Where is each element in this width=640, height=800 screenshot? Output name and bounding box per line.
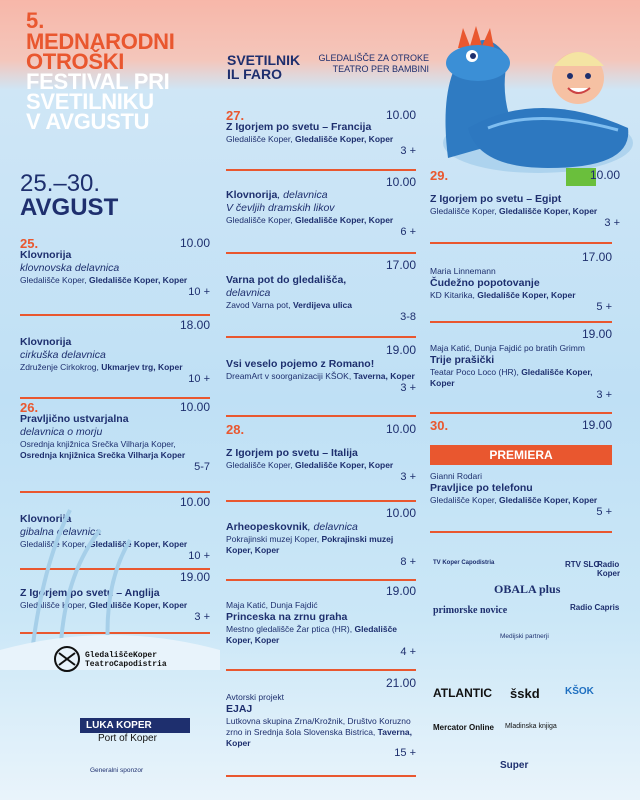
title-line: OTROŠKI xyxy=(26,49,125,74)
rtv-slo-logo: RTV SLO xyxy=(565,560,600,569)
event-28-arheopeskovnik xyxy=(226,508,416,568)
divider xyxy=(226,252,416,254)
event-author: Maria Linnemann xyxy=(430,266,496,276)
divider xyxy=(226,500,416,502)
event-time: 19.00 xyxy=(385,584,416,598)
festival-dates xyxy=(20,172,118,220)
ksok-logo: KŠOK xyxy=(565,686,594,697)
title-line: SVETILNIKU xyxy=(26,89,154,114)
title-line: FESTIVAL PRI xyxy=(26,69,170,94)
event-author: Gianni Rodari xyxy=(430,471,482,481)
event-27-romana xyxy=(226,345,416,394)
obala-plus-logo: OBALA plus xyxy=(494,582,561,596)
event-title: Vsi veselo pojemo z Romano! xyxy=(226,358,375,370)
event-title: Z Igorjem po svetu – Francija xyxy=(226,121,372,133)
event-time: 21.00 xyxy=(385,676,416,690)
event-subtitle: delavnica o morju xyxy=(20,426,103,438)
divider xyxy=(430,242,612,244)
event-age: 5 + xyxy=(596,301,612,313)
event-age: 3 + xyxy=(400,471,416,483)
reeds-illustration xyxy=(0,450,220,670)
event-title: Trije prašički xyxy=(430,354,495,366)
event-title: Arheopeskovnik, delavnica xyxy=(226,521,358,533)
event-27-varna-pot xyxy=(226,260,416,323)
event-28-princeska xyxy=(226,586,416,658)
divider xyxy=(226,336,416,338)
event-venue: Gledališče Koper, Gledališče Koper, Koper xyxy=(430,206,598,216)
svetilnik-name: SVETILNIK xyxy=(227,52,301,68)
atlantic-logo: ATLANTIC xyxy=(433,686,493,700)
mercator-logo: Mercator Online xyxy=(433,723,494,732)
event-28-italija xyxy=(226,424,416,483)
divider xyxy=(20,314,210,316)
event-organizer: Osrednja knjižnica Srečka Vilharja Koper, xyxy=(20,439,176,449)
radio-koper-logo: Radio Koper xyxy=(597,560,621,578)
event-27-klovnorija xyxy=(226,177,416,238)
divider xyxy=(20,397,210,399)
event-time: 19.00 xyxy=(581,418,612,432)
event-venue: Pokrajinski muzej Koper, Pokrajinski muzej Koper, Koper xyxy=(226,534,394,555)
event-25-klovnorija-10 xyxy=(20,238,210,298)
event-time: 17.00 xyxy=(581,250,612,264)
primorske-novice-logo: primorske novice xyxy=(433,605,508,616)
event-time: 17.00 xyxy=(385,258,416,272)
event-venue: Teatar Poco Loco (HR), Gledališče Koper, Koper xyxy=(430,367,593,388)
theatre-it: TEATRO PER BAMBINI xyxy=(332,64,429,74)
event-age: 3 + xyxy=(400,145,416,157)
tv-koper-logo: TV Koper Capodistria xyxy=(433,560,495,566)
event-time: 10.00 xyxy=(385,108,416,122)
event-28-ejaj xyxy=(226,678,416,759)
event-title: Klovnorija xyxy=(20,336,72,348)
title-line: V AVGUSTU xyxy=(26,109,150,134)
gk-line2: TeatroCapodistria xyxy=(85,660,167,669)
event-subtitle: gibalna delavnica xyxy=(20,526,102,538)
event-time: 10.00 xyxy=(179,495,210,509)
event-age: 3-8 xyxy=(400,311,416,323)
super-logo: Super xyxy=(500,760,529,771)
event-venue: DreamArt v soorganizaciji KŠOK, Taverna, Koper xyxy=(226,371,415,381)
event-title: Čudežno popotovanje xyxy=(430,277,540,289)
event-title: Klovnorija xyxy=(20,513,72,525)
divider xyxy=(226,415,416,417)
day-label: 27. xyxy=(226,108,245,123)
month: AVGUST xyxy=(20,194,119,221)
general-sponsor-label: Generalni sponzor xyxy=(90,767,144,774)
event-venue: Gledališče Koper, Gledališče Koper, Koper xyxy=(20,600,188,610)
event-age: 3 + xyxy=(400,382,416,394)
event-venue: Gledališče Koper, Gledališče Koper, Koper xyxy=(226,134,394,144)
event-age: 3 + xyxy=(596,389,612,401)
event-author: Avtorski projekt xyxy=(226,692,284,702)
event-title: Z Igorjem po svetu – Italija xyxy=(226,447,358,459)
event-time: 10.00 xyxy=(589,168,620,182)
event-venue: Združenje Cirkokrog, Ukmarjev trg, Koper xyxy=(20,362,183,372)
svetilnik-logo xyxy=(227,52,429,82)
event-age: 3 + xyxy=(604,217,620,229)
divider xyxy=(226,669,416,671)
event-time: 19.00 xyxy=(581,327,612,341)
event-venue: Gledališče Koper, Gledališče Koper, Koper xyxy=(20,539,188,549)
event-time: 10.00 xyxy=(385,422,416,436)
event-subtitle: V čevljih dramskih likov xyxy=(226,202,335,214)
premiera-badge: PREMIERA xyxy=(430,445,612,465)
event-time: 10.00 xyxy=(385,506,416,520)
festival-title xyxy=(26,29,246,134)
event-age: 10 + xyxy=(188,286,210,298)
event-age: 6 + xyxy=(400,226,416,238)
divider xyxy=(226,579,416,581)
divider xyxy=(430,321,612,323)
divider xyxy=(430,412,612,414)
day-label: 26. xyxy=(20,400,39,415)
sskd-logo: šskd xyxy=(510,686,540,701)
event-30-pravljice xyxy=(430,420,612,518)
day-label: 29. xyxy=(430,168,449,183)
day-label: 30. xyxy=(430,418,449,433)
event-29-cudezno xyxy=(430,252,612,313)
event-author: Maja Katić, Dunja Fajdić po bratih Grimm xyxy=(430,343,585,353)
event-subtitle: klovnovska delavnica xyxy=(20,262,120,274)
title-line: MEDNARODNI xyxy=(26,29,175,54)
event-venue: Gledališče Koper, Gledališče Koper, Koper xyxy=(226,215,394,225)
mladinska-knjiga-logo: Mladinska knjiga xyxy=(505,723,557,730)
event-age: 3 + xyxy=(194,611,210,623)
event-venue: Zavod Varna pot, Verdijeva ulica xyxy=(226,300,353,310)
event-venue: Lutkovna skupina Zrna/Krožnik, Društvo Koruzno zrno in Srednja šola Slovenska Bistrica, Taverna, Koper xyxy=(226,716,412,748)
event-time: 10.00 xyxy=(385,175,416,189)
event-venue: Osrednja knjižnica Srečka Vilharja Koper xyxy=(20,450,186,460)
event-29-egipt xyxy=(430,170,620,229)
event-time: 10.00 xyxy=(179,400,210,414)
event-subtitle: cirkuška delavnica xyxy=(20,349,106,361)
event-title: Princeska na zrnu graha xyxy=(226,611,348,623)
event-age: 5-7 xyxy=(194,461,210,473)
festival-edition: 5. xyxy=(26,8,45,33)
event-venue: Gledališče Koper, Gledališče Koper, Koper xyxy=(20,275,188,285)
luka-koper-name: LUKA KOPER xyxy=(80,718,190,733)
theatre-label xyxy=(309,53,429,75)
event-time: 18.00 xyxy=(179,318,210,332)
event-age: 4 + xyxy=(400,646,416,658)
sea-dragon-illustration xyxy=(428,18,640,188)
event-time: 10.00 xyxy=(179,236,210,250)
event-title: Z Igorjem po svetu – Egipt xyxy=(430,193,562,205)
event-title: Varna pot do gledališča, xyxy=(226,274,347,286)
event-age: 5 + xyxy=(596,506,612,518)
radio-capris-logo: Radio Capris xyxy=(570,603,620,612)
event-title: Klovnorija, delavnica xyxy=(226,189,328,201)
media-partners-label: Medijski partnerji xyxy=(500,633,549,640)
port-of-koper: Port of Koper xyxy=(98,733,157,744)
event-title: EJAJ xyxy=(226,703,253,715)
event-time: 19.00 xyxy=(385,343,416,357)
event-venue: Gledališče Koper, Gledališče Koper, Koper xyxy=(226,460,394,470)
event-age: 10 + xyxy=(188,550,210,562)
event-author: Maja Katić, Dunja Fajdić xyxy=(226,600,318,610)
event-age: 8 + xyxy=(400,556,416,568)
event-venue: KD Kitarika, Gledališče Koper, Koper xyxy=(430,290,576,300)
gk-line1: GledališčeKoper xyxy=(85,651,158,660)
event-title: Pravljično ustvarjalna xyxy=(20,413,129,425)
event-venue: Gledališče Koper, Gledališče Koper, Koper xyxy=(430,495,598,505)
event-subtitle: delavnica xyxy=(226,287,271,299)
day-label: 25. xyxy=(20,236,39,251)
event-venue: Mestno gledališče Žar ptica (HR), Gledališče Koper, Koper xyxy=(226,624,398,645)
date-range: 25.–30. xyxy=(20,170,101,197)
theatre-sl: GLEDALIŠČE ZA OTROKE xyxy=(318,53,429,63)
event-age: 15 + xyxy=(394,747,416,759)
divider xyxy=(226,169,416,171)
divider xyxy=(226,775,416,777)
il-faro-name: IL FARO xyxy=(227,66,282,82)
event-29-trije-prasicki xyxy=(430,329,612,401)
event-title: Klovnorija xyxy=(20,249,72,261)
divider xyxy=(430,531,612,533)
day-label: 28. xyxy=(226,422,245,437)
event-25-klovnorija-18 xyxy=(20,320,210,385)
luka-koper-logo xyxy=(80,718,190,744)
event-time: 19.00 xyxy=(179,570,210,584)
event-27-francija xyxy=(226,110,416,157)
event-age: 10 + xyxy=(188,373,210,385)
event-title: Pravljice po telefonu xyxy=(430,482,533,494)
event-title: Z Igorjem po svetu – Anglija xyxy=(20,587,160,599)
